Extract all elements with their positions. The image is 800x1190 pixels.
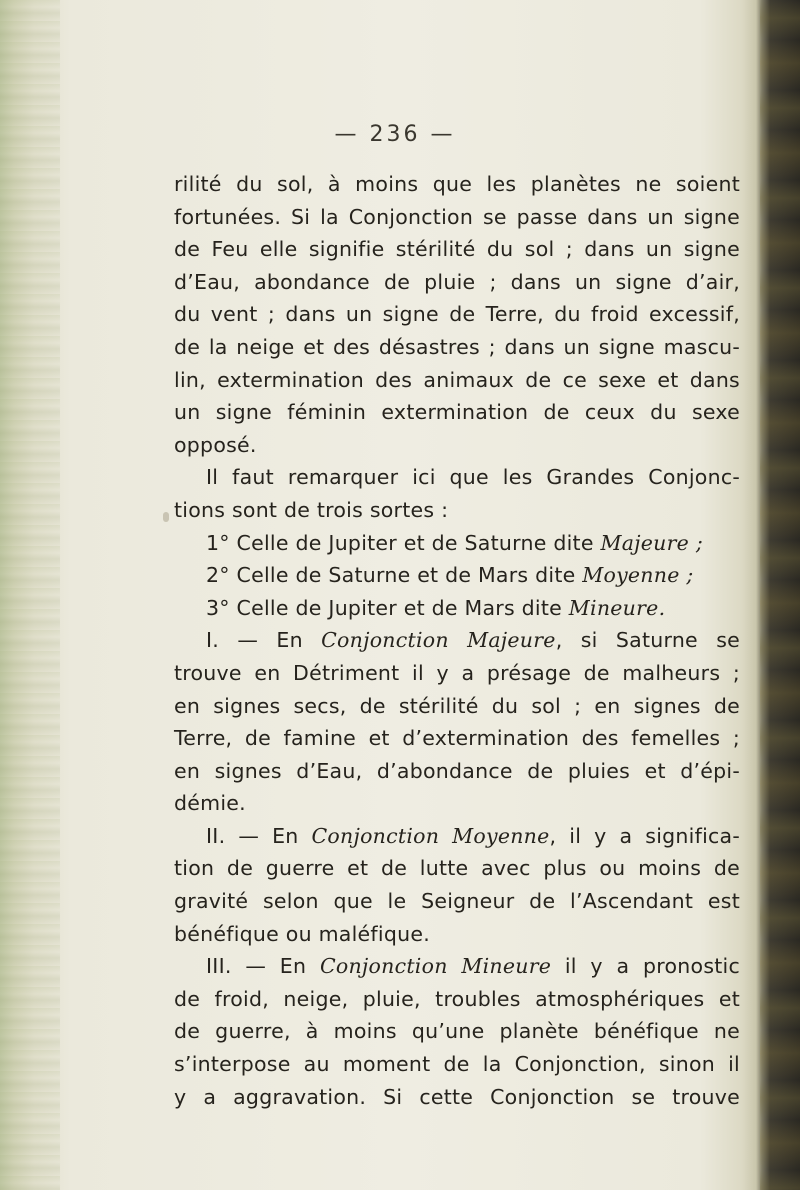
text-line — [174, 722, 740, 755]
text-line — [174, 429, 740, 462]
text-span: un signe féminin extermination de ceux du sexe — [174, 400, 740, 425]
text-span: en signes d’Eau, d’abondance de pluies et d’épi- — [174, 758, 740, 783]
text-span: II. — En — [206, 823, 312, 848]
text-span: opposé. — [174, 432, 257, 457]
text-line — [174, 396, 740, 429]
text-line — [174, 787, 740, 820]
text-span: III. — En — [206, 954, 320, 979]
text-span: 2° Celle de Saturne et de Mars dite — [206, 563, 583, 588]
text-span: s’interpose au moment de la Conjonction, sinon il — [174, 1052, 740, 1077]
text-line — [174, 527, 740, 560]
text-line — [174, 690, 740, 723]
italic-text: Majeure ; — [600, 530, 703, 555]
text-span: I. — En — [206, 628, 322, 653]
page-number: — 236 — — [334, 122, 456, 147]
italic-text: Mineure. — [568, 595, 666, 620]
italic-text: Conjonction Moyenne — [311, 823, 550, 848]
text-line — [174, 852, 740, 885]
text-line — [174, 1048, 740, 1081]
text-span: gravité selon que le Seigneur de l’Ascendant est — [174, 889, 740, 914]
italic-text: Conjonction Mineure — [319, 954, 552, 979]
text-line — [174, 201, 740, 234]
text-span: , il y a significa- — [549, 823, 740, 848]
text-span: 3° Celle de Jupiter et de Mars dite — [206, 595, 569, 620]
text-span: d’Eau, abondance de pluie ; dans un signe d’air, — [174, 269, 740, 294]
text-span: de guerre, à moins qu’une planète bénéfique ne — [174, 1019, 740, 1044]
text-span: en signes secs, de stérilité du sol ; en signes de — [174, 693, 740, 718]
text-line — [174, 266, 740, 299]
text-line — [174, 755, 740, 788]
text-line — [174, 559, 740, 592]
text-span: tions sont de trois sortes : — [174, 497, 449, 522]
body-text — [174, 168, 740, 1113]
text-span: il y a pronostic — [551, 954, 741, 979]
text-line — [174, 950, 740, 983]
text-line — [174, 461, 740, 494]
text-line — [174, 820, 740, 853]
text-span: lin, extermination des animaux de ce sexe et dans — [174, 367, 740, 392]
text-line — [174, 1015, 740, 1048]
text-span: trouve en Détriment il y a présage de malheurs ; — [174, 660, 740, 685]
text-line — [174, 494, 740, 527]
text-line — [174, 983, 740, 1016]
text-span: bénéfique ou maléfique. — [174, 921, 430, 946]
text-span: y a aggravation. Si cette Conjonction se trouve — [174, 1084, 740, 1109]
text-span: de Feu elle signifie stérilité du sol ; dans un signe — [174, 237, 740, 262]
text-span: Il faut remarquer ici que les Grandes Conjonc- — [206, 465, 740, 490]
text-span: de froid, neige, pluie, troubles atmosphériques et — [174, 986, 740, 1011]
text-span: de la neige et des désastres ; dans un signe mascu- — [174, 334, 740, 359]
italic-text: Conjonction Majeure — [321, 628, 556, 653]
text-span: tion de guerre et de lutte avec plus ou moins de — [174, 856, 740, 881]
text-line — [174, 168, 740, 201]
text-line — [174, 592, 740, 625]
ink-stain — [163, 512, 169, 522]
text-line — [174, 298, 740, 331]
text-span: Terre, de famine et d’extermination des femelles ; — [174, 726, 740, 751]
text-span: 1° Celle de Jupiter et de Saturne dite — [206, 530, 601, 555]
text-line — [174, 1081, 740, 1114]
text-span: fortunées. Si la Conjonction se passe dans un signe — [174, 204, 740, 229]
text-span: , si Saturne se — [555, 628, 740, 653]
text-span: rilité du sol, à moins que les planètes ne soient — [174, 172, 740, 196]
text-line — [174, 885, 740, 918]
italic-text: Moyenne ; — [582, 563, 694, 588]
text-span: du vent ; dans un signe de Terre, du froid excessif, — [174, 302, 740, 327]
text-line — [174, 624, 740, 657]
text-span: démie. — [174, 791, 246, 816]
text-line — [174, 918, 740, 951]
text-line — [174, 331, 740, 364]
text-line — [174, 657, 740, 690]
text-line — [174, 364, 740, 397]
text-line — [174, 233, 740, 266]
